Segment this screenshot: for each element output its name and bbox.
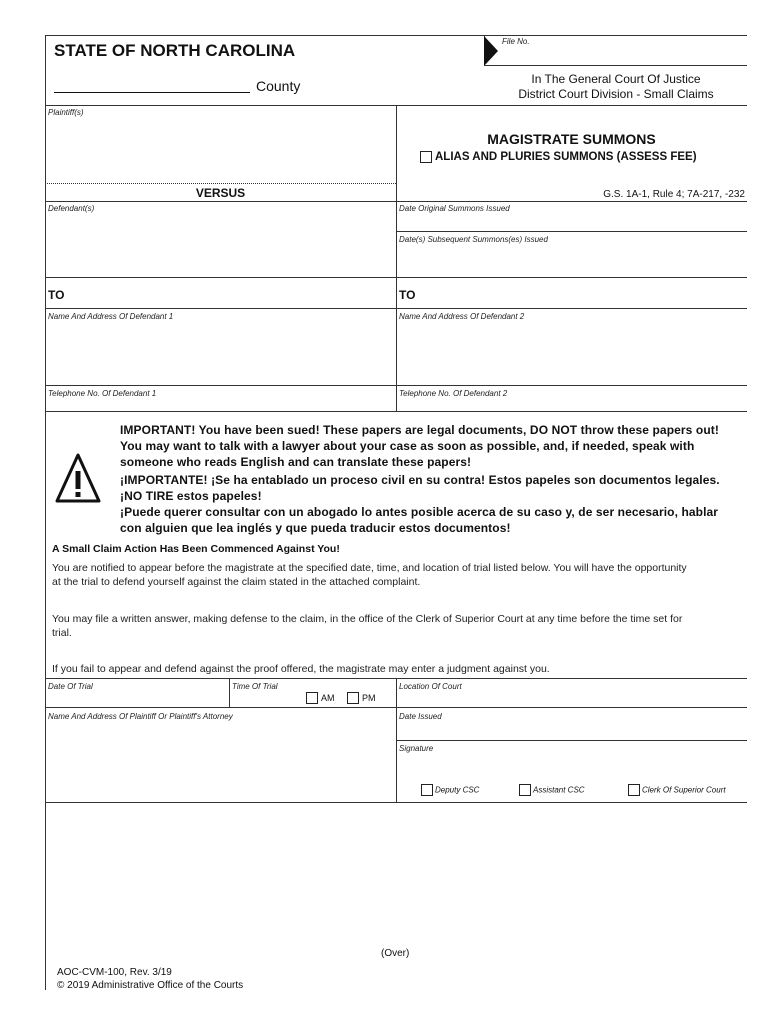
defendant-label: Defendant(s) [48, 204, 95, 213]
important-es-line-2: ¡NO TIRE estos papeles! [120, 489, 262, 503]
alias-summons-checkbox[interactable] [420, 151, 432, 163]
summons-line-1 [396, 231, 747, 232]
warning-triangle-icon [55, 452, 101, 504]
trial-sub-line [45, 707, 747, 708]
important-en-line-1: IMPORTANT! You have been sued! These papers are legal documents, DO NOT throw these papers out! [120, 423, 719, 437]
date-subsequent-label: Date(s) Subsequent Summons(es) Issued [399, 235, 548, 244]
notice-heading: A Small Claim Action Has Been Commenced Against You! [52, 543, 340, 555]
defendant1-name-label: Name And Address Of Defendant 1 [48, 312, 174, 321]
versus-bottom-line [45, 201, 747, 202]
date-of-trial-label: Date Of Trial [48, 682, 93, 691]
signature-label: Signature [399, 744, 434, 753]
trial-bottom-line [45, 802, 747, 803]
state-title: STATE OF NORTH CAROLINA [54, 41, 296, 60]
am-label: AM [321, 693, 335, 703]
assistant-csc-option [519, 784, 585, 796]
am-checkbox[interactable] [306, 692, 318, 704]
important-es-line-4: con alguien que lea inglés y que pueda traducir estos documentos! [120, 521, 511, 535]
trial-divider-1 [229, 678, 230, 707]
plaintiff-label: Plaintiff(s) [48, 108, 84, 117]
location-of-court-label: Location Of Court [399, 682, 462, 691]
statute-text: G.S. 1A-1, Rule 4; 7A-217, -232 [603, 189, 745, 200]
assistant-csc-label: Assistant CSC [533, 785, 585, 795]
alias-summons-label: ALIAS AND PLURIES SUMMONS (ASSESS FEE) [435, 151, 697, 163]
defendant-field[interactable] [46, 214, 395, 276]
important-top-line [45, 411, 747, 412]
file-no-label: File No. [502, 37, 530, 46]
court-line-1: In The General Court Of Justice [531, 72, 701, 86]
deputy-csc-label: Deputy CSC [435, 785, 480, 795]
plaintiff-field[interactable] [46, 118, 395, 182]
defendant2-address-field[interactable] [397, 322, 746, 384]
phone-line [45, 385, 747, 386]
court-line-2: District Court Division - Small Claims [518, 87, 714, 101]
pm-checkbox[interactable] [347, 692, 359, 704]
notice-p2-line-2: trial. [52, 627, 72, 639]
defendant1-phone-label: Telephone No. Of Defendant 1 [48, 389, 157, 398]
to-label-2: TO [399, 288, 416, 302]
signature-line [396, 740, 747, 741]
clerk-superior-court-checkbox[interactable] [628, 784, 640, 796]
am-option [306, 692, 335, 704]
copyright: © 2019 Administrative Office of the Courts [57, 980, 244, 991]
important-en-line-3: someone who reads English and can translate these papers! [120, 455, 472, 469]
date-issued-label: Date Issued [399, 712, 442, 721]
date-original-label: Date Original Summons Issued [399, 204, 510, 213]
plaintiff-attorney-label: Name And Address Of Plaintiff Or Plaintiff's Attorney [48, 712, 233, 721]
to-top-line [45, 277, 747, 278]
notice-p1-line-2: at the trial to defend yourself against the claim stated in the attached complaint. [52, 576, 421, 588]
form-number: AOC-CVM-100, Rev. 3/19 [57, 967, 172, 978]
versus-line [45, 183, 396, 184]
file-no-arrow-icon [484, 36, 498, 66]
important-es-line-1: ¡IMPORTANTE! ¡Se ha entablado un proceso civil en su contra! Estos papeles son documentos legales. [120, 473, 720, 487]
important-es-line-3: ¡Puede querer consultar con un abogado lo antes posible acerca de su caso y, de ser necesario, hablar [120, 505, 719, 519]
to-sub-line [45, 308, 747, 309]
notice-p2-line-1: You may file a written answer, making defense to the claim, in the office of the Clerk of Superior Court at any time before the time set for [52, 613, 683, 625]
summons-title: MAGISTRATE SUMMONS [487, 131, 656, 147]
clerk-superior-court-option [628, 784, 726, 796]
defendant1-address-field[interactable] [46, 322, 395, 384]
deputy-csc-checkbox[interactable] [421, 784, 433, 796]
notice-p1-line-1: You are notified to appear before the magistrate at the specified date, time, and location of trial listed below. You will have the opportunity [52, 562, 687, 574]
notice-p3: If you fail to appear and defend against the proof offered, the magistrate may enter a judgment against you. [52, 663, 550, 675]
county-label: County [256, 78, 301, 94]
versus-label: VERSUS [195, 186, 246, 200]
assistant-csc-checkbox[interactable] [519, 784, 531, 796]
alias-summons-option [420, 151, 697, 163]
important-en-line-2: You may want to talk with a lawyer about your case as soon as possible, and, if needed, speak with [120, 439, 695, 453]
plaintiff-attorney-field[interactable] [46, 722, 395, 800]
pm-option [347, 692, 376, 704]
top-border [45, 35, 747, 36]
defendant2-phone-label: Telephone No. Of Defendant 2 [399, 389, 508, 398]
time-of-trial-label: Time Of Trial [232, 682, 278, 691]
defendant2-name-label: Name And Address Of Defendant 2 [399, 312, 525, 321]
county-line[interactable] [54, 92, 250, 93]
clerk-superior-court-label: Clerk Of Superior Court [642, 785, 726, 795]
pm-label: PM [362, 693, 376, 703]
deputy-csc-option [421, 784, 479, 796]
over-label: (Over) [381, 948, 410, 959]
file-no-line [484, 65, 747, 66]
to-label-1: TO [48, 288, 65, 302]
